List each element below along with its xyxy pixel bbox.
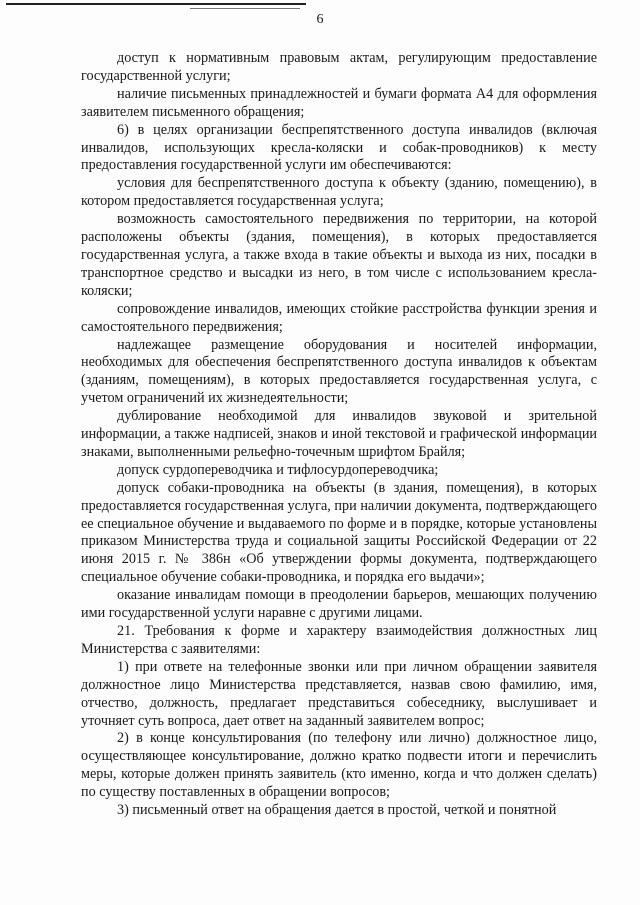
paragraph: 21. Требования к форме и характеру взаимодействия должностных лиц Министерства с заявителями:	[81, 623, 597, 657]
paragraph: дублирование необходимой для инвалидов звуковой и зрительной информации, а также надписей, знаков и иной текстовой и графической информации знаками, выполненными рельефно-точечным шрифтом Брайля;	[81, 408, 597, 460]
paragraph: возможность самостоятельного передвижения по территории, на которой расположены объекты (здания, помещения), в которых предоставляется государственная услуга, а также входа в такие объекты и выхода из них, посадки в транспортное средство и высадки из него, в том числе с использованием кресла-коляски;	[81, 211, 597, 299]
paragraph: доступ к нормативным правовым актам, регулирующим предоставление государственной услуги;	[81, 50, 597, 84]
paragraph: 6) в целях организации беспрепятственного доступа инвалидов (включая инвалидов, использующих кресла-коляски и собак-проводников) к месту предоставления государственной услуги им обеспечиваются:	[81, 121, 597, 174]
header-rule	[6, 3, 306, 5]
paragraph: надлежащее размещение оборудования и носителей информации, необходимых для обеспечения беспрепятственного доступа инвалидов к объектам (зданиям, помещениям), в которых предоставляется государственная услуга, с учетом ограничений их жизнедеятельности;	[81, 336, 597, 407]
paragraph: допуск собаки-проводника на объекты (в здания, помещения), в которых предоставляется государственная услуга, при наличии документа, подтверждающего ее специальное обучение и выдаваемого по форме и в порядке, которые установлены приказом Министерства труда и социальной защиты Российской Федерации от 22 июня 2015 г. № 386н «Об утверждении формы документа, подтверждающего специальное обучение собаки-проводника, и порядка его выдачи»;	[81, 479, 597, 586]
document-body	[81, 50, 597, 820]
paragraph: 3) письменный ответ на обращения дается в простой, четкой и понятной	[117, 802, 557, 819]
header-rule-secondary	[190, 8, 300, 9]
paragraph: 1) при ответе на телефонные звонки или при личном обращении заявителя должностное лицо Министерства представляется, назвав свою фамилию, имя, отчество, должность, предлагает представиться собеседнику, выслушивает и уточняет суть вопроса, дает ответ на заданный заявителем вопрос;	[81, 658, 597, 729]
paragraph: условия для беспрепятственного доступа к объекту (зданию, помещению), в котором предоставляется государственная услуга;	[81, 175, 597, 210]
paragraph: оказание инвалидам помощи в преодолении барьеров, мешающих получению ими государственной услуги наравне с другими лицами.	[81, 587, 597, 622]
paragraph: сопровождение инвалидов, имеющих стойкие расстройства функции зрения и самостоятельного передвижения;	[81, 300, 597, 335]
paragraph: 2) в конце консультирования (по телефону или лично) должностное лицо, осуществляющее консультирование, должно кратко подвести итоги и перечислить меры, которые должен принять заявитель (кто именно, когда и что должен сделать) по существу поставленных в обращении вопросов;	[81, 730, 597, 801]
paragraph: допуск сурдопереводчика и тифлосурдопереводчика;	[117, 461, 439, 478]
page-number: 6	[316, 12, 324, 27]
paragraph: наличие письменных принадлежностей и бумаги формата А4 для оформления заявителем письменного обращения;	[81, 85, 597, 120]
